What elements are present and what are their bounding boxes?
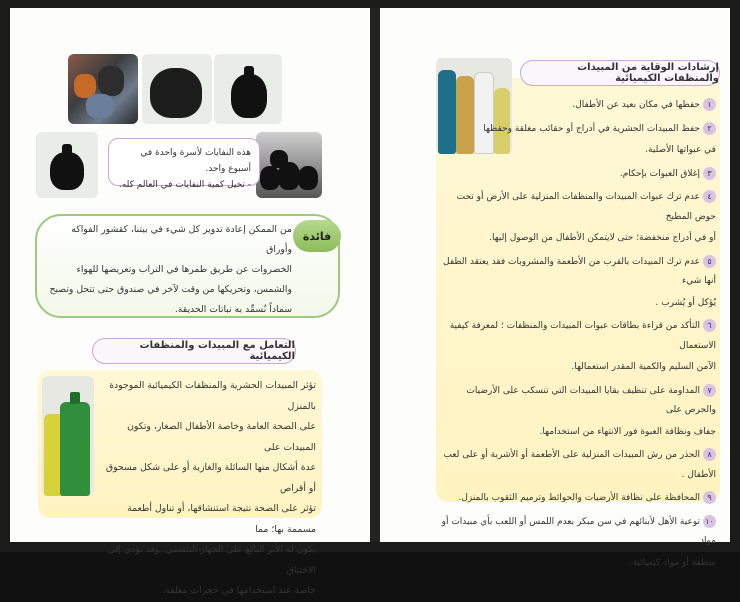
list-number: ٦ bbox=[703, 319, 716, 332]
list-line: عدم ترك المبيدات بالقرب من الأطعمة والمشروبات فقد يعتقد الطفل أنها شيء bbox=[443, 256, 716, 286]
list-item bbox=[440, 188, 716, 249]
list-line: عدم ترك عبوات المبيدات والمنظفات المنزلية على الأرض أو تحت حوض المطبخ bbox=[456, 192, 716, 222]
left-page bbox=[10, 8, 370, 596]
book-gutter bbox=[370, 8, 380, 542]
list-line: إغلاق العبوات بإحكام. bbox=[619, 168, 700, 179]
tip-line: سماداً نُسمِّد به نباتات الحديقة. bbox=[174, 304, 292, 315]
list-item bbox=[440, 317, 716, 378]
garbage-bag-photo-1 bbox=[214, 54, 282, 124]
list-item bbox=[440, 382, 716, 443]
section-title-left: التعامل مع المبيدات والمنظفات الكيميائية bbox=[92, 338, 296, 364]
list-line: في عبواتها الأصلية. bbox=[645, 145, 716, 155]
list-item bbox=[440, 489, 716, 509]
body-line: يكون له الأثر البالغ على الجهاز التنفسي، وقد تؤدي إلى الاختناق bbox=[107, 544, 316, 576]
caption-line: هذه النفايات لأسرة واحدة في أسبوع واحد. bbox=[140, 148, 251, 174]
list-line: الآمن السليم والكمية المقدر استعمالها. bbox=[571, 362, 716, 372]
list-number: ٧ bbox=[703, 384, 716, 397]
body-line: خاصة عند استخدامها في حجرات مغلقة. bbox=[162, 585, 316, 596]
single-bag-photo bbox=[36, 132, 98, 198]
tip-line: من الممكن إعادة تدوير كل شيء في بيتنا، كقشور الفواكه وأوراق bbox=[71, 224, 292, 255]
body-line: تؤثر على الصحة نتيجة استنشاقها، أو تناول أطعمة مسممة بها؛ مما bbox=[127, 503, 316, 535]
caption-line: - تخيل كمية النفايات في العالم كله. bbox=[118, 180, 251, 190]
list-number: ٨ bbox=[703, 448, 716, 461]
right-page bbox=[380, 8, 730, 568]
detergent-bottles-photo bbox=[42, 376, 94, 496]
list-number: ٩ bbox=[703, 491, 716, 504]
list-line: التأكد من قراءة بطاقات عبوات المبيدات والمنظفات ؛ لمعرفة كيفية الاستعمال bbox=[449, 321, 716, 351]
list-item bbox=[440, 513, 716, 574]
garbage-pile-photo bbox=[256, 132, 322, 198]
body-line: عدة أشكال منها السائلة والغازية أو على شكل مسحوق أو أقراص bbox=[105, 462, 316, 494]
list-line: منظفة أو مواد كيميائية. bbox=[629, 557, 716, 568]
list-number: ١ bbox=[703, 98, 716, 111]
list-number: ٢ bbox=[703, 122, 716, 135]
list-line: أو في أدراج منخفضة؛ حتى لايتمكن الأطفال من الوصول إليها. bbox=[489, 233, 716, 243]
tip-badge: فائدة bbox=[293, 220, 341, 252]
list-line: توعية الأهل لأبنائهم في سن مبكر بعدم اللمس أو اللعب بأي مبيدات أو مواد bbox=[441, 516, 716, 546]
list-number: ١٠ bbox=[703, 515, 716, 528]
section-title-right: إرشادات الوقاية من المبيدات والمنظفات الكيميائية bbox=[520, 60, 720, 86]
list-line: حفظها في مكان بعيد عن الأطفال. bbox=[572, 100, 700, 110]
list-line: يُؤكل أو يُشرب . bbox=[655, 297, 716, 308]
list-line: المداومة على تنظيف بقايا المبيدات التي تنسكب على الأرضيات والحرص على bbox=[466, 385, 716, 415]
list-line: المحافظة على نظافة الأرضيات والحوائط وترميم الثقوب بالمنزل. bbox=[458, 493, 700, 503]
section-body bbox=[100, 376, 316, 602]
mixed-trash-photo bbox=[68, 54, 138, 124]
list-line: حفظ المبيدات الحشرية في أدراج أو حقائب مغلقة وحفظها bbox=[483, 123, 700, 134]
list-item bbox=[440, 165, 716, 185]
guidelines-list bbox=[440, 96, 716, 573]
body-line: على الصحة العامة وخاصة الأطفال الصغار، وتكون المبيدات على bbox=[127, 421, 316, 453]
body-line: تؤثر المبيدات الحشرية والمنظفات الكيميائية الموجودة بالمنزل bbox=[109, 380, 316, 412]
list-item bbox=[440, 96, 716, 116]
tip-line: والشمس، وتحريكها من وقت لآخر في صندوق حتى تتحل وتصبح bbox=[49, 284, 292, 295]
list-number: ٥ bbox=[703, 255, 716, 268]
tip-text bbox=[46, 220, 292, 320]
list-line: الحذر من رش المبيدات المنزلية على الأطعمة أو الأشربة أو على لعب الأطفال . bbox=[443, 450, 716, 480]
list-number: ٤ bbox=[703, 190, 716, 203]
waste-caption bbox=[108, 138, 260, 190]
tip-line: الخضروات عن طريق طمرها في التراب وتعريضها للهواء bbox=[76, 264, 292, 275]
garbage-bag-photo-2 bbox=[142, 54, 212, 124]
list-item bbox=[440, 446, 716, 485]
list-item bbox=[440, 120, 716, 161]
list-number: ٣ bbox=[703, 167, 716, 180]
list-line: جفاف ونظافة العبوة فور الانتهاء من استخدامها. bbox=[539, 426, 716, 437]
list-item bbox=[440, 253, 716, 314]
